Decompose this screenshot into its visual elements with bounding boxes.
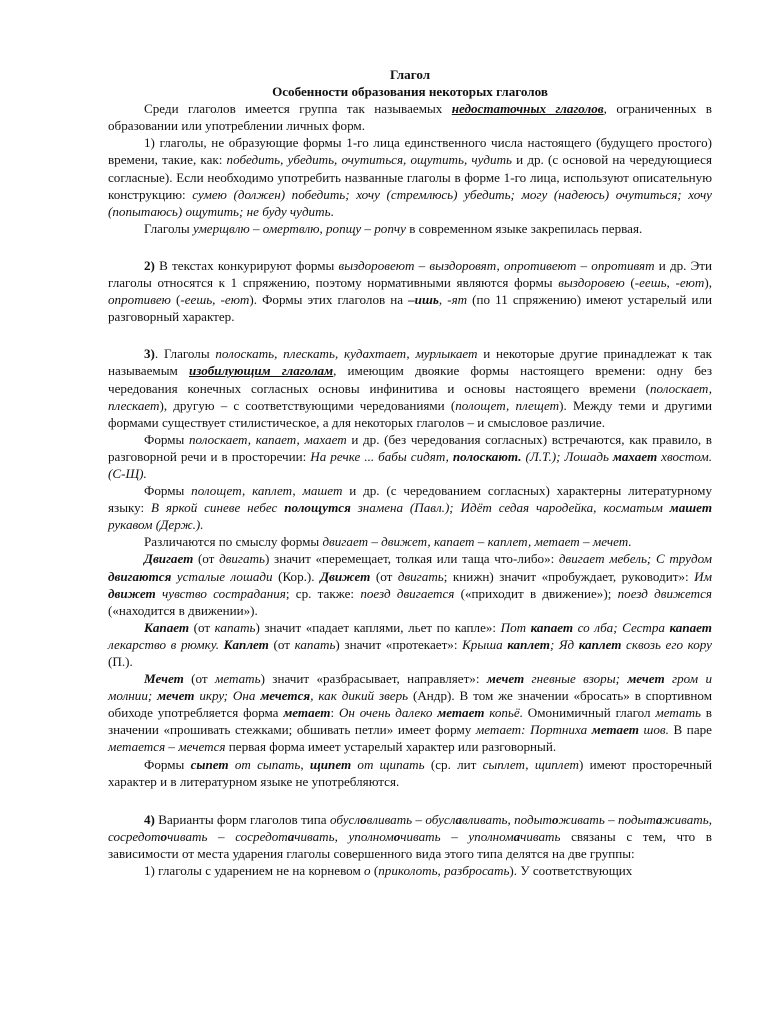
paragraph-gap xyxy=(108,325,712,345)
paragraph: Мечет (от метать) значит «разбрасывает, направляет»: мечет гневные взоры; мечет гром и молнии; мечет икру; Она мечется, как дикий зверь (Андр). В том же значении «бросать» в спортивном обиходе употребляется форма метает: Он очень далеко метает копьё. Омонимичный глагол метать в значении «прошивать стежками; обшивать петли» имеет форму метает: Портниха метает шов. В паре метается – мечется первая форма имеет устарелый характер или разговорный. xyxy=(108,671,712,755)
paragraph: 1) глаголы, не образующие формы 1-го лица единственного числа настоящего (будущего простого) времени, такие, как: победить, убедить, очутиться, ощутить, чудить и др. (с основой на чередующиеся согласные). Если необходимо употребить названные глаголы в форме 1-го лица, используют описательную конструкцию: сумею (должен) победить; хочу (стремлюсь) убедить; могу (надеюсь) очутиться; хочу (попытаюсь) ощутить; не буду чудить. xyxy=(108,135,712,219)
paragraph: 1) глаголы с ударением не на корневом о (приколоть, разбросать). У соответствующих xyxy=(144,863,633,879)
paragraph: Среди глаголов имеется группа так называемых недостаточных глаголов, ограниченных в образовании или употреблении личных форм. xyxy=(108,101,712,134)
paragraph-gap xyxy=(108,790,712,811)
document-body xyxy=(108,100,712,879)
paragraph: 2) В текстах конкурируют формы выздоровеют – выздоровят, опротивеют – опротивят и др. Эти глаголы относятся к 1 спряжению, поэтому нормативными являются формы выздоровею (-еешь, -еют), опротивею (-еешь, -еют). Формы этих глаголов на –ишь, -ят (по 11 спряжению) имеют устарелый или разговорный характер. xyxy=(108,257,713,325)
paragraph: 4) Варианты форм глаголов типа обусловливать – обуславливать, подытоживать – подытаживать, сосредоточивать – сосредотачивать, уполномочивать – уполномачивать связаны с тем, что в зависимости от места ударения глаголы совершенного вида этого типа делятся на две группы: xyxy=(108,811,712,861)
document-title: Глагол xyxy=(389,67,431,82)
paragraph: Глаголы умерщвлю – омертвлю, ропщу – ропчу в современном языке закрепилась первая. xyxy=(144,220,643,236)
document-subtitle: Особенности образования некоторых глаголов xyxy=(272,84,548,100)
paragraph: Капает (от капать) значит «падает каплями, льет по капле»: Пот капает со лба; Сестра капает лекарство в рюмку. Каплет (от капать) значит «протекает»: Крыша каплет; Яд каплет сквозь его кору (П.). xyxy=(108,619,712,669)
paragraph: Формы полощет, каплет, машет и др. (с чередованием согласных) характерны литературному языку: В яркой синеве небес полощутся знамена (Павл.); Идёт седая чародейка, косматым машет рукавом (Держ.). xyxy=(108,483,712,533)
paragraph: Формы сыпет от сыпать, щипет от щипать (ср. лит сыплет, щиплет) имеют просторечный характер и в литературном языке не употребляются. xyxy=(108,756,713,789)
paragraph: Формы полоскает, капает, махает и др. (без чередования согласных) встречаются, как правило, в разговорной речи и в просторечии: На речке ... бабы сидят, полоскают. (Л.Т.); Лошадь махает хвостом. (С-Щ). xyxy=(108,431,712,481)
paragraph: Различаются по смыслу формы двигает – движет, капает – каплет, метает – мечет. xyxy=(144,534,632,550)
paragraph: Двигает (от двигать) значит «перемещает, толкая или таща что-либо»: двигает мебель; С трудом двигаются усталые лошади (Кор.). Движет (от двигать; книжн) значит «пробуждает, руководит»: Им движет чувство сострадания; ср. также: поезд двигается («приходит в движение»); поезд движется («находится в движении»). xyxy=(108,551,713,618)
paragraph: 3). Глаголы полоскать, плескать, кудахтает, мурлыкает и некоторые другие принадлежат к так называемым изобилующим глаголам, имеющим двоякие формы настоящего времени: одну без чередования конечных согласных основы инфинитива и основы настоящего времени (полоскает, плескает), другую – с соответствующими чередованиями (полощет, плещет). Между теми и другими формами существует стилистическое, а для некоторых глаголов – и смысловое различие. xyxy=(108,346,713,430)
paragraph-gap xyxy=(108,237,712,257)
